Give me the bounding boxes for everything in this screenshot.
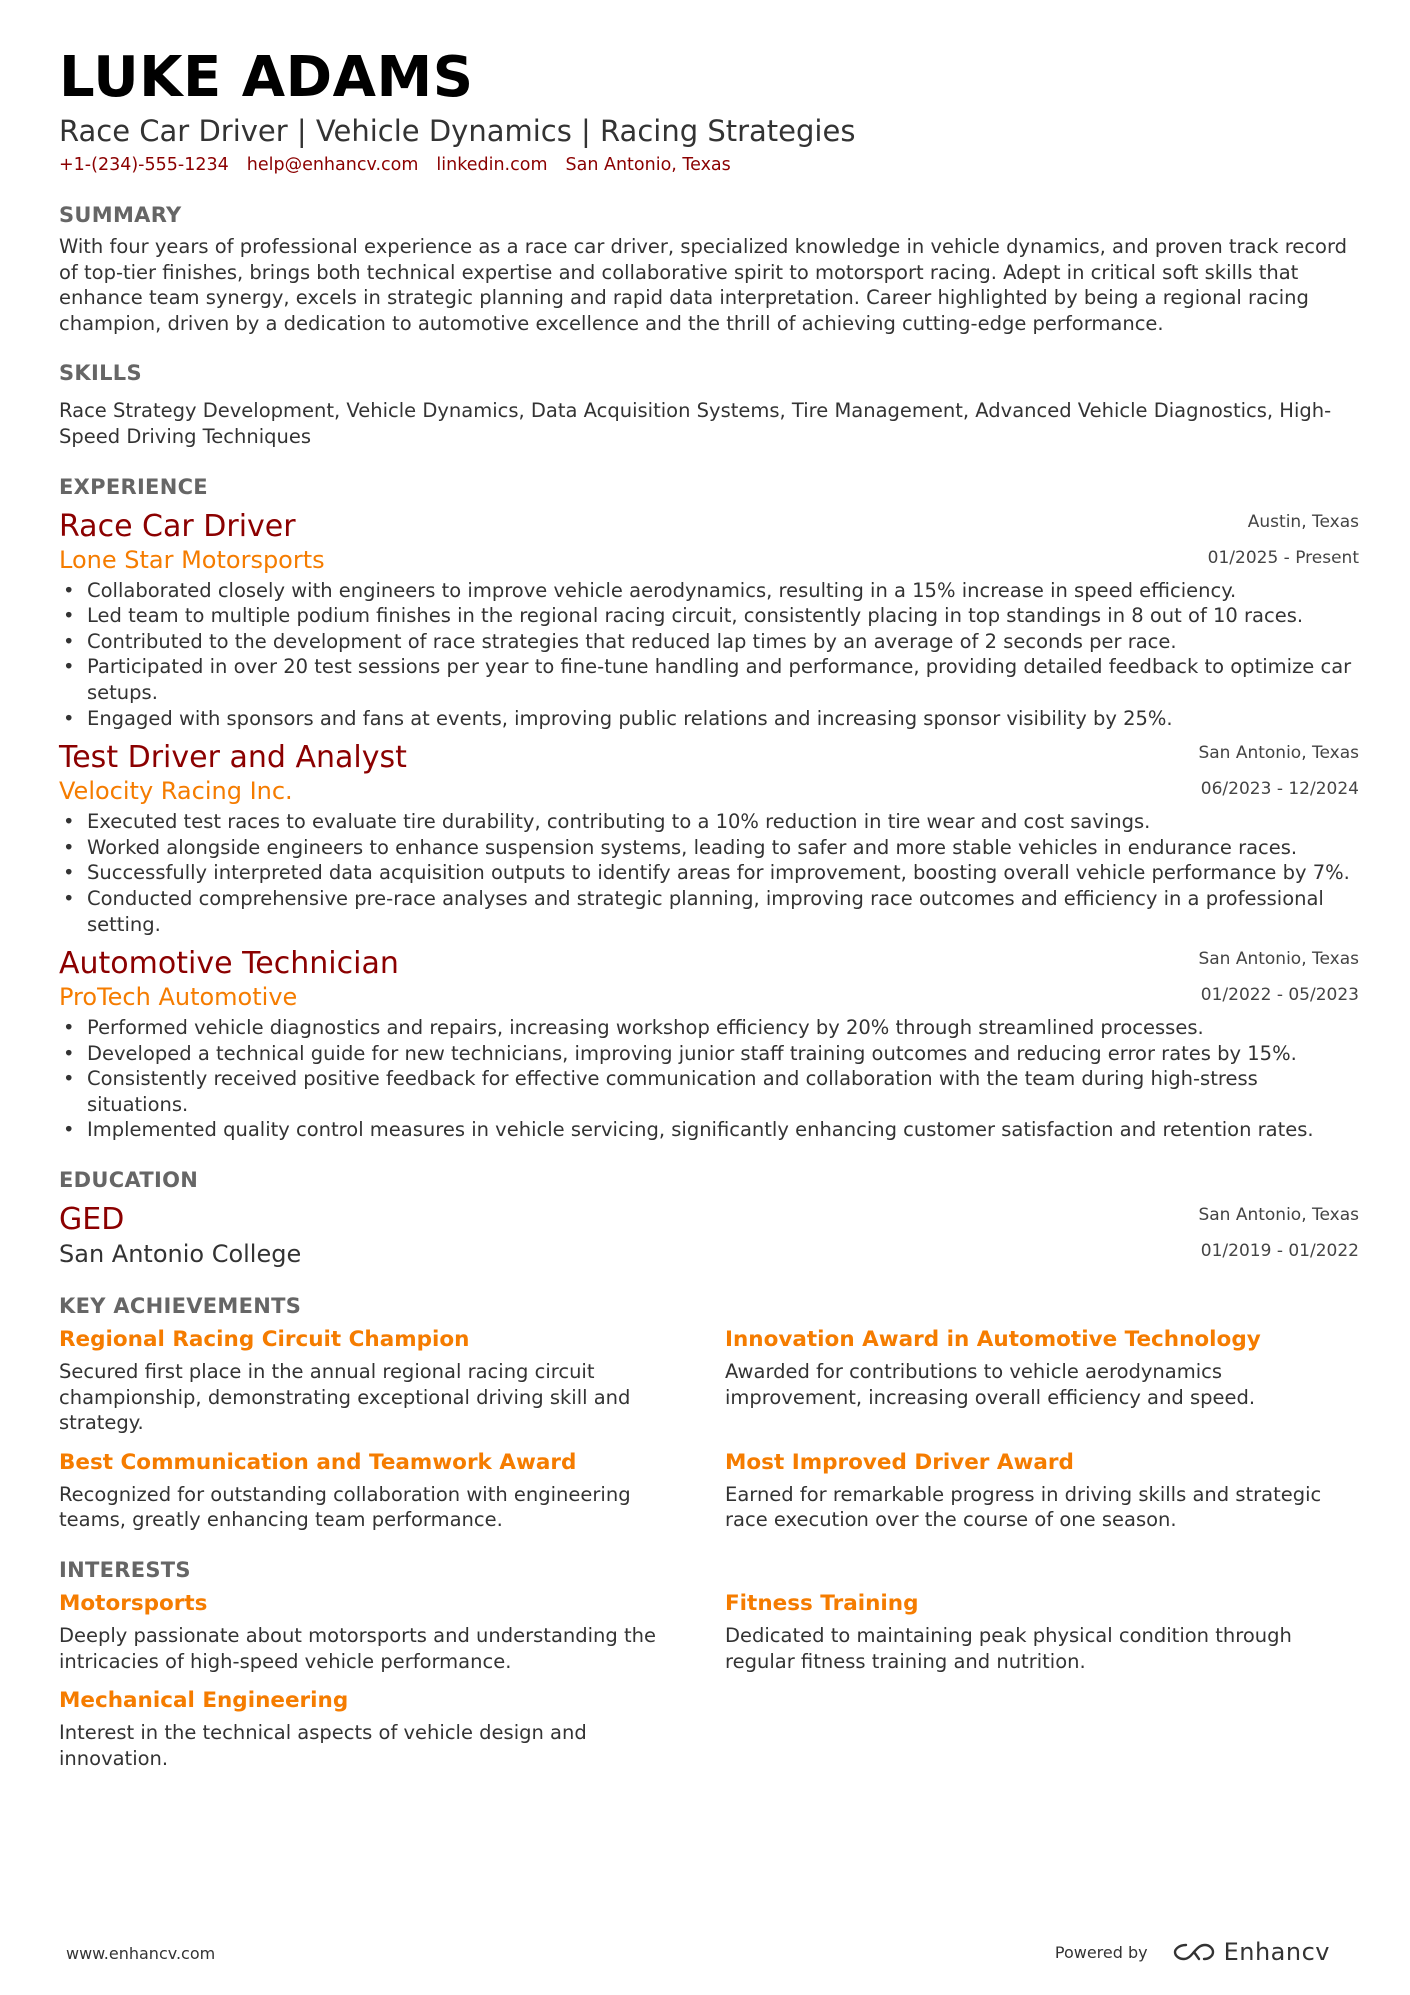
achievement-title: Regional Racing Circuit Champion	[59, 1327, 470, 1353]
job-dates: 01/2022 - 05/2023	[1200, 985, 1359, 1006]
job-entry	[59, 739, 1359, 937]
experience-section	[59, 472, 1359, 1144]
experience-heading: EXPERIENCE	[59, 474, 208, 499]
job-company: Velocity Racing Inc.	[59, 777, 293, 806]
skills-section	[59, 358, 1359, 449]
bullet-item: • Contributed to the development of race strategies that reduced lap times by an average of 2 seconds per race.	[59, 629, 1359, 655]
interests-grid	[59, 1589, 1359, 1771]
achievements-heading: KEY ACHIEVEMENTS	[59, 1294, 302, 1319]
achievements-section	[59, 1291, 1359, 1533]
education-location: San Antonio, Texas	[1198, 1205, 1359, 1226]
job-company: Lone Star Motorsports	[59, 545, 325, 574]
bullet-item: • Led team to multiple podium finishes in the regional racing circuit, consistently placing in top standings in 8 out of 10 races.	[59, 603, 1359, 629]
achievement-item	[59, 1325, 725, 1436]
footer-website-link[interactable]: www.enhancv.com	[66, 1944, 216, 1963]
contact-info	[59, 152, 1359, 178]
achievement-text: Awarded for contributions to vehicle aerodynamics improvement, increasing overall efficiency and speed.	[725, 1360, 1256, 1409]
job-bullets	[59, 809, 1359, 937]
bullet-item: • Implemented quality control measures in vehicle servicing, significantly enhancing customer satisfaction and retention rates.	[59, 1117, 1359, 1143]
achievement-text: Earned for remarkable progress in driving skills and strategic race execution over the course of one season.	[725, 1482, 1322, 1532]
linkedin-link[interactable]: linkedin.com	[436, 155, 548, 175]
job-entry	[59, 508, 1359, 732]
job-dates: 06/2023 - 12/2024	[1200, 779, 1359, 800]
job-bullets	[59, 1015, 1359, 1143]
interests-section	[59, 1555, 1359, 1771]
candidate-name: LUKE ADAMS	[59, 45, 474, 110]
footer-branding[interactable]	[1055, 1938, 1330, 1966]
resume-content	[59, 44, 1359, 1771]
interest-item	[59, 1589, 725, 1674]
bullet-item: • Successfully interpreted data acquisition outputs to identify areas for improvement, boosting overall vehicle performance by 7%.	[59, 860, 1359, 886]
achievement-title: Innovation Award in Automotive Technology	[725, 1327, 1261, 1353]
achievement-item	[725, 1448, 1359, 1533]
summary-section	[59, 200, 1359, 336]
interest-item	[59, 1686, 725, 1771]
degree: GED	[59, 1202, 125, 1238]
job-title: Automotive Technician	[59, 946, 399, 982]
job-location: San Antonio, Texas	[1198, 743, 1359, 764]
interest-item	[725, 1589, 1359, 1674]
education-entry	[59, 1201, 1359, 1269]
job-bullets	[59, 578, 1359, 732]
skills-text: Race Strategy Development, Vehicle Dynamics, Data Acquisition Systems, Tire Management, Advanced Vehicle Diagnostics, High-Speed Driving Techniques	[59, 399, 1332, 448]
enhancv-logo-icon	[1172, 1940, 1216, 1964]
school-name: San Antonio College	[59, 1240, 302, 1269]
powered-by-label: Powered by	[1054, 1942, 1148, 1962]
job-title: Test Driver and Analyst	[59, 740, 407, 776]
achievement-text: Secured first place in the annual regional racing circuit championship, demonstrating exceptional driving skill and strategy.	[59, 1360, 631, 1435]
job-location: San Antonio, Texas	[1198, 949, 1359, 970]
email-link[interactable]: help@enhancv.com	[246, 155, 419, 175]
interest-title: Mechanical Engineering	[59, 1688, 349, 1714]
summary-heading: SUMMARY	[59, 203, 182, 227]
interest-title: Fitness Training	[725, 1591, 919, 1617]
achievement-text: Recognized for outstanding collaboration with engineering teams, greatly enhancing team performance.	[59, 1482, 631, 1532]
bullet-item: • Participated in over 20 test sessions per year to fine-tune handling and performance, providing detailed feedback to optimize car setups.	[59, 654, 1359, 705]
interest-text: Interest in the technical aspects of vehicle design and innovation.	[59, 1721, 587, 1770]
interest-title: Motorsports	[59, 1591, 208, 1617]
bullet-item: • Conducted comprehensive pre-race analyses and strategic planning, improving race outcomes and efficiency in a professional setting.	[59, 886, 1359, 937]
interests-heading: INTERESTS	[59, 1558, 191, 1583]
interest-text: Deeply passionate about motorsports and understanding the intricacies of high-speed vehicle performance.	[59, 1624, 656, 1673]
brand-name: Enhancv	[1223, 1938, 1330, 1966]
location-text: San Antonio, Texas	[565, 155, 731, 175]
candidate-headline: Race Car Driver | Vehicle Dynamics | Racing Strategies	[59, 114, 856, 148]
job-dates: 01/2025 - Present	[1207, 547, 1359, 568]
summary-text: With four years of professional experience as a race car driver, specialized knowledge in vehicle dynamics, and proven track record of top-tier finishes, brings both technical expertise and collaborative spirit to motorsport racing. Adept in critical soft skills that enhance team synergy, excels in strategic planning and rapid data interpretation. Career highlighted by being a regional racing champion, driven by a dedication to automotive excellence and the thrill of achieving cutting-edge performance.	[59, 235, 1348, 335]
bullet-item: • Performed vehicle diagnostics and repairs, increasing workshop efficiency by 20% through streamlined processes.	[59, 1015, 1359, 1041]
education-section	[59, 1165, 1359, 1269]
achievements-grid	[59, 1325, 1359, 1533]
bullet-item: • Engaged with sponsors and fans at events, improving public relations and increasing sponsor visibility by 25%.	[59, 706, 1359, 732]
phone-link[interactable]: +1-(234)-555-1234	[59, 155, 229, 175]
achievement-title: Most Improved Driver Award	[725, 1449, 1074, 1475]
bullet-item: • Executed test races to evaluate tire durability, contributing to a 10% reduction in tire wear and cost savings.	[59, 809, 1359, 835]
bullet-item: • Consistently received positive feedback for effective communication and collaboration with the team during high-stress situations.	[59, 1066, 1359, 1117]
bullet-item: • Developed a technical guide for new technicians, improving junior staff training outcomes and reducing error rates by 15%.	[59, 1041, 1359, 1067]
education-dates: 01/2019 - 01/2022	[1200, 1241, 1359, 1262]
achievement-item	[725, 1325, 1359, 1436]
achievement-item	[59, 1448, 725, 1533]
job-company: ProTech Automotive	[59, 983, 298, 1012]
job-entry	[59, 945, 1359, 1143]
job-location: Austin, Texas	[1247, 511, 1359, 532]
bullet-item: • Collaborated closely with engineers to improve vehicle aerodynamics, resulting in a 15% increase in speed efficiency.	[59, 578, 1359, 604]
job-title: Race Car Driver	[59, 508, 296, 544]
education-heading: EDUCATION	[59, 1168, 199, 1193]
skills-heading: SKILLS	[59, 361, 142, 386]
achievement-title: Best Communication and Teamwork Award	[59, 1449, 577, 1475]
interest-text: Dedicated to maintaining peak physical condition through regular fitness training and nutrition.	[725, 1624, 1292, 1673]
bullet-item: • Worked alongside engineers to enhance suspension systems, leading to safer and more stable vehicles in endurance races.	[59, 835, 1359, 861]
